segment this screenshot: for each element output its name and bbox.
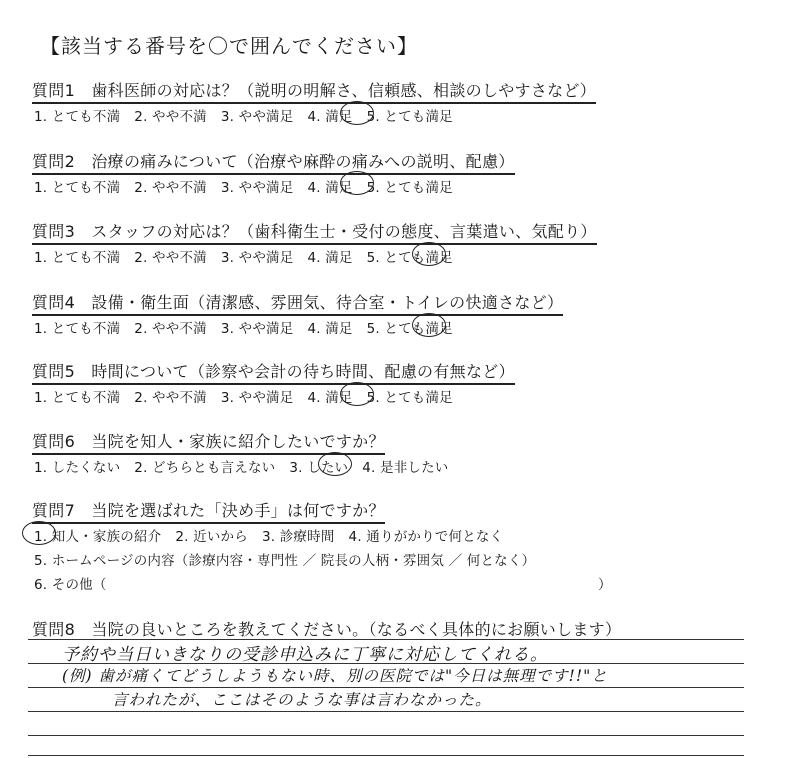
q7-option-3[interactable]: 3. 診療時間	[261, 529, 335, 545]
question-1-options	[34, 105, 467, 125]
q6-option-2[interactable]: 2. どちらとも言えない	[134, 460, 276, 476]
q1-selection-circle	[340, 101, 374, 125]
q4-selection-circle	[412, 313, 446, 337]
q6-selection-circle	[318, 452, 352, 476]
q1-option-4[interactable]: 4. 満足	[307, 109, 353, 125]
answer-rule-4	[28, 711, 744, 712]
q5-option-4[interactable]: 4. 満足	[307, 390, 353, 406]
q7-option-6[interactable]: 6. その他（	[34, 577, 107, 593]
q3-selection-circle	[412, 242, 446, 266]
q1-option-2[interactable]: 2. やや不満	[134, 109, 207, 125]
q7-option-2[interactable]: 2. 近いから	[175, 529, 248, 545]
q3-option-5[interactable]: 5. とても満足	[366, 250, 453, 266]
q4-option-3[interactable]: 3. やや満足	[220, 321, 294, 337]
q1-option-1[interactable]: 1. とても不満	[34, 109, 121, 125]
q5-option-5[interactable]: 5. とても満足	[366, 390, 453, 406]
q2-option-4[interactable]: 4. 満足	[307, 180, 353, 196]
answer-line-1: 予約や当日いきなりの受診申込みに丁寧に対応してくれる。	[62, 645, 548, 665]
q6-option-3[interactable]: 3. したい	[289, 460, 349, 476]
q5-option-3[interactable]: 3. やや満足	[220, 390, 294, 406]
answer-line-3: 言われたが、ここはそのような事は言わなかった。	[112, 691, 492, 709]
q2-option-2[interactable]: 2. やや不満	[134, 180, 207, 196]
q4-option-4[interactable]: 4. 満足	[307, 321, 353, 337]
q1-option-5[interactable]: 5. とても満足	[366, 109, 453, 125]
q3-option-3[interactable]: 3. やや満足	[220, 250, 294, 266]
q5-selection-circle	[340, 382, 374, 406]
q2-option-3[interactable]: 3. やや満足	[220, 180, 294, 196]
answer-rule-6	[28, 755, 744, 756]
q5-option-1[interactable]: 1. とても不満	[34, 390, 121, 406]
q5-option-2[interactable]: 2. やや不満	[134, 390, 207, 406]
q1-option-3[interactable]: 3. やや満足	[220, 109, 294, 125]
question-1-title: 質問1 歯科医師の対応は？（説明の明解さ、信頼感、相談のしやすさなど）	[32, 78, 596, 104]
q4-option-2[interactable]: 2. やや不満	[134, 321, 207, 337]
question-8-title: 質問8 当院の良いところを教えてください。（なるべく具体的にお願いします）	[32, 620, 622, 639]
question-4-options	[34, 317, 467, 337]
question-2-title: 質問2 治療の痛みについて（治療や麻酔の痛みへの説明、配慮）	[32, 149, 515, 175]
q4-option-5[interactable]: 5. とても満足	[366, 321, 453, 337]
q4-option-1[interactable]: 1. とても不満	[34, 321, 121, 337]
question-2-options	[34, 176, 467, 196]
question-4-title: 質問4 設備・衛生面（清潔感、雰囲気、待合室・トイレの快適さなど）	[32, 290, 563, 316]
page-title: 【該当する番号を〇で囲んでください】	[40, 34, 418, 58]
q7-option-4[interactable]: 4. 通りがかりで何となく	[348, 529, 504, 545]
question-3-title: 質問3 スタッフの対応は？（歯科衛生士・受付の態度、言葉遣い、気配り）	[32, 219, 597, 245]
answer-line-2: (例) 歯が痛くてどうしようもない時、別の医院では"今日は無理です!!"と	[62, 667, 608, 685]
question-7-title: 質問7 当院を選ばれた「決め手」は何ですか？	[32, 498, 385, 524]
question-6-title: 質問6 当院を知人・家族に紹介したいですか？	[32, 429, 385, 455]
q3-option-1[interactable]: 1. とても不満	[34, 250, 121, 266]
q6-option-1[interactable]: 1. したくない	[34, 460, 121, 476]
q2-selection-circle	[340, 171, 374, 195]
q7-option-6-close: ）	[598, 577, 612, 593]
question-5-options	[34, 386, 467, 406]
q6-option-4[interactable]: 4. 是非したい	[362, 460, 449, 476]
q3-option-2[interactable]: 2. やや不満	[134, 250, 207, 266]
q3-option-4[interactable]: 4. 満足	[307, 250, 353, 266]
q7-selection-circle	[22, 521, 56, 545]
question-3-options	[34, 246, 467, 266]
question-7-options-row-1	[34, 525, 517, 545]
q2-option-1[interactable]: 1. とても不満	[34, 180, 121, 196]
answer-rule-5	[28, 735, 744, 736]
q7-option-5[interactable]: 5. ホームページの内容（診療内容・専門性 ／ 院長の人柄・雰囲気 ／ 何となく）	[34, 553, 536, 569]
q7-option-1[interactable]: 1. 知人・家族の紹介	[34, 529, 162, 545]
question-6-options	[34, 456, 463, 476]
q2-option-5[interactable]: 5. とても満足	[366, 180, 453, 196]
question-5-title: 質問5 時間について（診察や会計の待ち時間、配慮の有無など）	[32, 359, 515, 385]
